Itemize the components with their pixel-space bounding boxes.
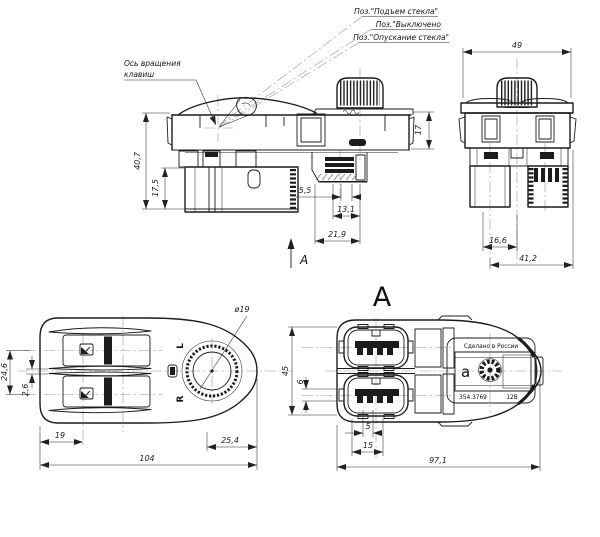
axis-label-line2: клавиш (124, 70, 155, 79)
middle-connector (312, 152, 367, 182)
dim-tab-gap: 6 (296, 379, 305, 385)
left-connector-shroud (179, 151, 298, 212)
dim-front-shroud-height: 17,5 (151, 179, 160, 197)
dim-keys-gap: 2,6 (21, 383, 30, 397)
switch-body-side (459, 99, 576, 167)
dim-knob-diameter: ø19 (234, 305, 250, 314)
dim-pin-pitch: 5 (365, 422, 371, 431)
label-pos-up: Поз."Подъем стекла" (354, 7, 438, 16)
slot-front (349, 139, 366, 146)
front-dimensions (133, 112, 434, 244)
dim-pin-group: 15 (362, 441, 374, 450)
switch-body-front (167, 97, 414, 152)
dim-knob-offset: 25,4 (221, 436, 239, 445)
window-switch-keys (49, 328, 151, 413)
dim-front-body-height: 17 (414, 124, 423, 136)
view-title: А (372, 282, 392, 313)
side-connectors (470, 166, 568, 207)
top-view (0, 305, 292, 470)
front-view (124, 7, 449, 268)
side-view (459, 41, 576, 269)
top-dimensions (0, 305, 257, 470)
dim-front-shroud-width: 21,9 (328, 230, 346, 239)
view-arrow-label: А (300, 253, 309, 267)
dim-front-total-height: 40,7 (133, 152, 142, 170)
position-labels (353, 7, 449, 43)
side-dimensions (463, 41, 573, 269)
dim-side-width: 49 (511, 41, 523, 50)
dim-side-connector-span: 41,2 (519, 254, 537, 263)
made-in-label: Сделано в России (463, 344, 519, 350)
dim-front-pin-offset: 5,5 (298, 186, 312, 195)
voltage-label: 12В (506, 395, 518, 401)
window-lift-icon (80, 388, 93, 399)
knob-left-mark: L (176, 343, 186, 349)
dim-bottom-length: 97,1 (429, 456, 447, 465)
part-number: 354.3769 (459, 395, 487, 401)
dim-bottom-height: 45 (281, 365, 290, 377)
axis-label-line1: Ось вращения (124, 59, 181, 68)
window-lift-icon (80, 344, 93, 355)
dim-side-connector-offset: 16,6 (489, 236, 507, 245)
knob-right-mark: R (176, 395, 186, 403)
dim-keys-span: 24,6 (0, 363, 9, 381)
bottom-view (281, 282, 562, 471)
approval-letter: а (461, 363, 471, 381)
dim-key-width: 19 (54, 431, 66, 440)
mirror-knob (168, 341, 242, 402)
label-pos-off: Поз."Выключено (375, 20, 441, 29)
label-pos-down: Поз."Опускание стекла" (353, 33, 449, 42)
dim-front-connector-width: 13,1 (337, 205, 355, 214)
view-direction-arrow (288, 238, 309, 268)
dim-total-length: 104 (139, 454, 155, 463)
